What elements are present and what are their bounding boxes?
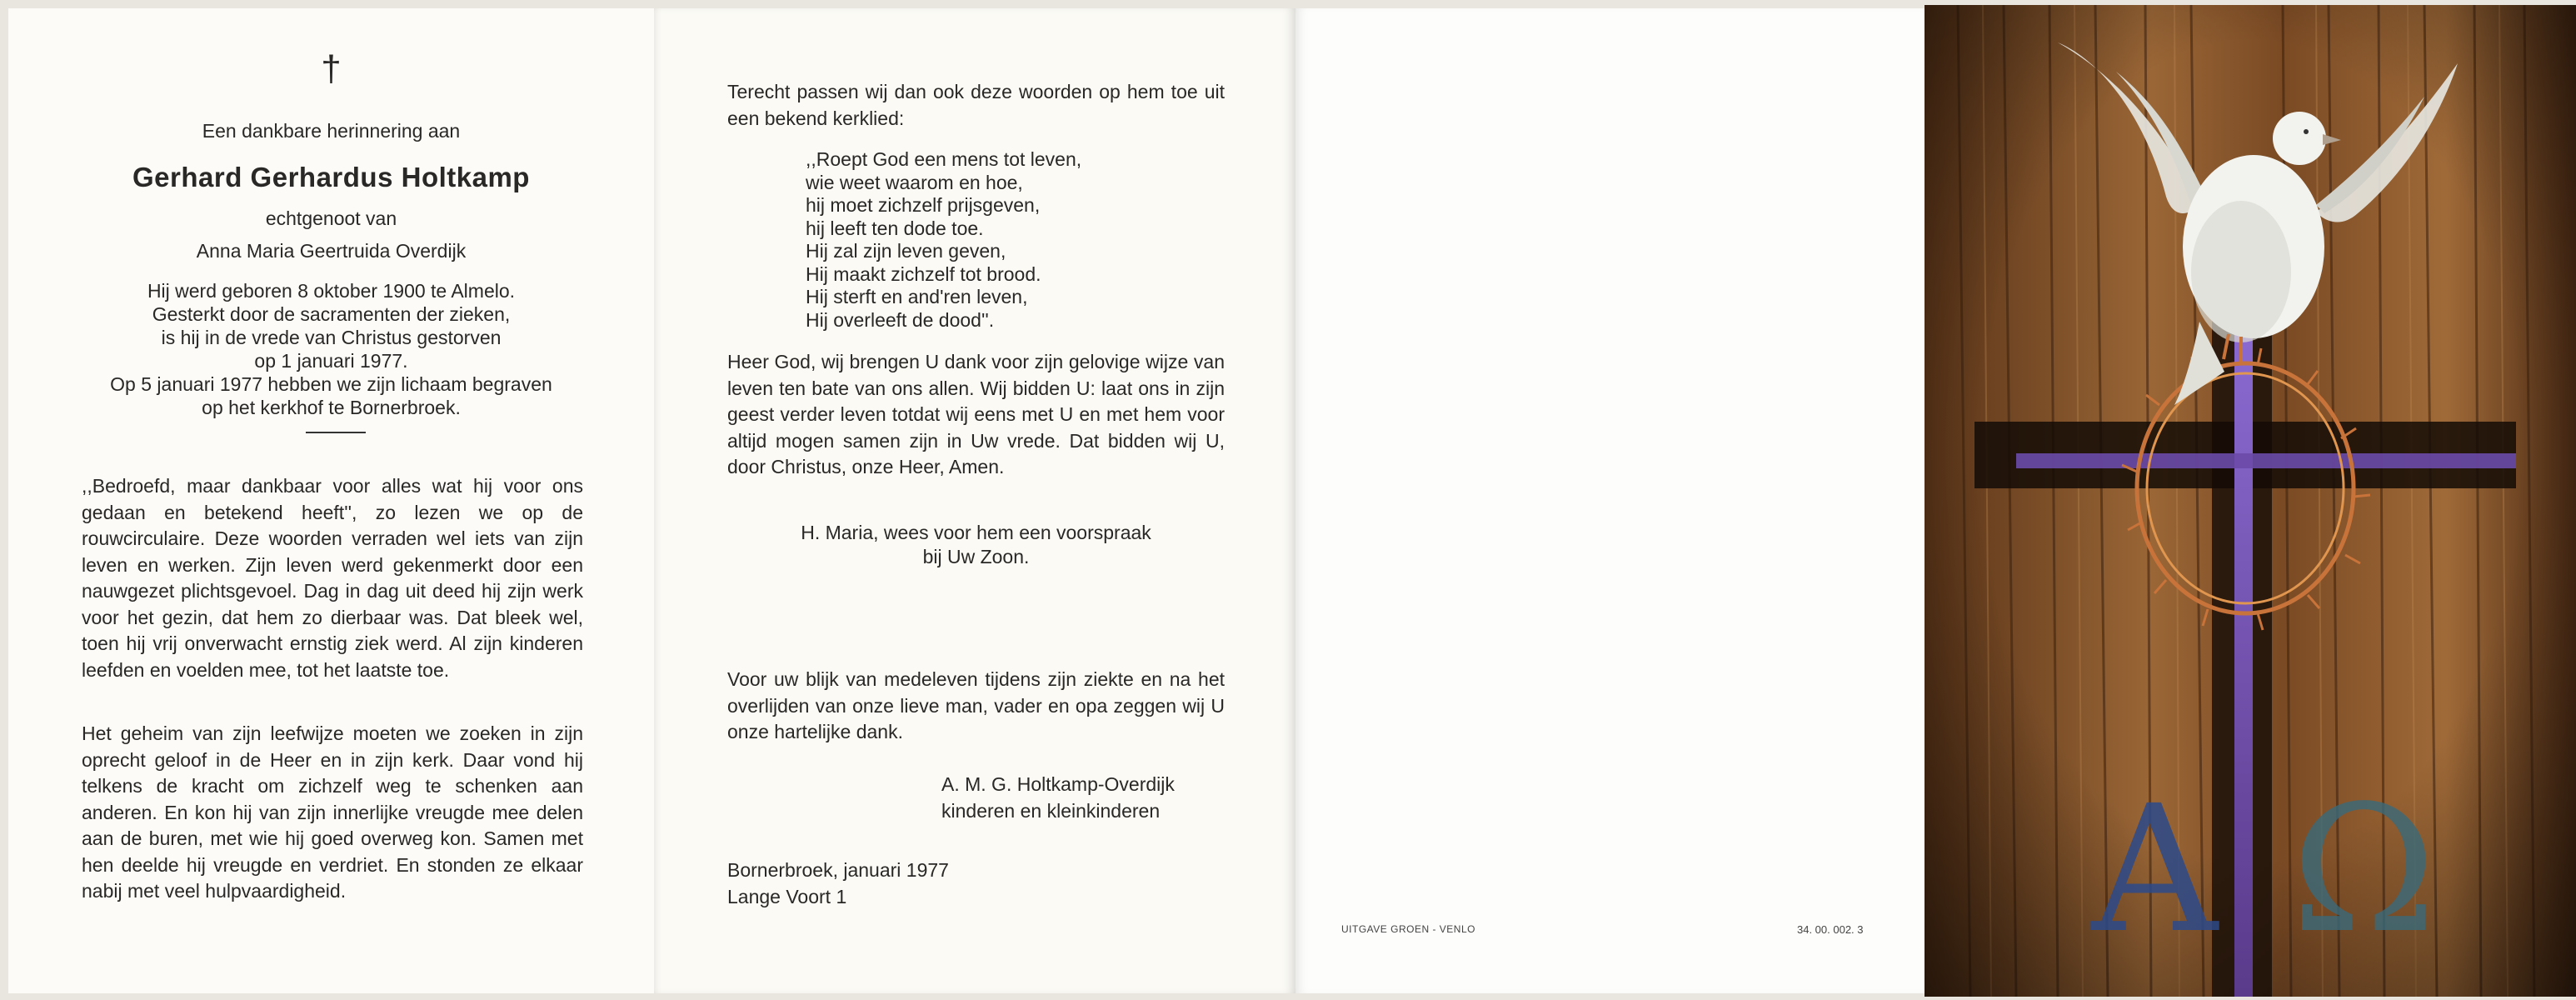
card-back-page xyxy=(1295,8,1925,993)
invocation-line: H. Maria, wees voor hem een voorspraak xyxy=(801,522,1151,543)
family-signature xyxy=(941,771,1175,824)
verse-line: Hij maakt zichzelf tot brood. xyxy=(806,262,1041,285)
bio-line: op het kerkhof te Bornerbroek. xyxy=(202,397,461,418)
hymn-verse xyxy=(806,148,1081,332)
prayer-paragraph: Heer God, wij brengen U dank voor zijn gelovige wijze van leven ten bate van ons allen. Wij bidden U: laat ons in zijn geest verder leven totdat wij eens met U en met hem voor altijd mogen samen zijn in Uw vrede. Dat bidden wij U, door Christus, onze Heer, Amen. xyxy=(727,351,1225,478)
card-cover-artwork xyxy=(1925,5,2576,997)
address-line: Lange Voort 1 xyxy=(727,886,847,908)
thanks-paragraph: Voor uw blijk van medeleven tijdens zijn ziekte en na het overlijden van onze lieve man, vader en opa zeggen wij U onze hartelijke dank. xyxy=(727,668,1225,742)
biography-block xyxy=(8,279,654,419)
verse-line: wie weet waarom en hoe, xyxy=(806,171,1023,193)
bio-line: Hij werd geboren 8 oktober 1900 te Almelo. xyxy=(147,280,516,302)
place-line: Bornerbroek, januari 1977 xyxy=(727,859,949,881)
bio-line: Gesterkt door de sacramenten der zieken, xyxy=(152,303,511,325)
cross-icon xyxy=(2234,330,2253,997)
maria-invocation xyxy=(727,521,1225,569)
place-and-date xyxy=(727,857,949,910)
verse-line: Hij overleeft de dood''. xyxy=(806,308,995,331)
omega-letter: Ω xyxy=(2291,768,2437,972)
spouse-name: Anna Maria Geertruida Overdijk xyxy=(196,240,467,262)
alpha-letter: A xyxy=(2091,768,2218,972)
verse-line: hij leeft ten dode toe. xyxy=(806,217,984,239)
signature-line: A. M. G. Holtkamp-Overdijk xyxy=(941,773,1175,795)
bio-line: op 1 januari 1977. xyxy=(254,350,408,372)
cross-symbol: † xyxy=(321,48,342,89)
spouse-label: echtgenoot van xyxy=(265,208,397,229)
bio-line: Op 5 januari 1977 hebben we zijn lichaam begraven xyxy=(110,373,552,395)
verse-line: hij moet zichzelf prijsgeven, xyxy=(806,194,1041,216)
catalog-number: 34. 00. 002. 3 xyxy=(1797,923,1864,936)
cover-painting xyxy=(1925,5,2576,997)
intro-line: Een dankbare herinnering aan xyxy=(202,120,461,142)
bio-line: is hij in de vrede van Christus gestorven xyxy=(161,327,502,348)
section-divider xyxy=(306,432,366,433)
invocation-line: bij Uw Zoon. xyxy=(922,546,1030,568)
signature-line: kinderen en kleinkinderen xyxy=(941,800,1161,822)
verse-line: ,,Roept God een mens tot leven, xyxy=(806,148,1082,170)
hymn-intro: Terecht passen wij dan ook deze woorden op hem toe uit een bekend kerklied: xyxy=(727,81,1225,129)
verse-line: Hij zal zijn leven geven, xyxy=(806,240,1006,262)
publisher-imprint: UITGAVE GROEN - VENLO xyxy=(1341,923,1475,935)
tribute-paragraph-2: Het geheim van zijn leefwijze moeten we zoeken in zijn oprecht geloof in de Heer en in zijn kerk. Daar vond hij telkens de kracht om zichzelf weg te schenken aan anderen. En kon hij van zijn innerlijke vreugde mee delen aan de buren, met wie hij goed overweg kon. Samen met hen deelde hij vreugde en verdriet. En stonden ze elkaar nabij met veel hulpvaardigheid. xyxy=(82,722,583,902)
tribute-paragraph-1: ,,Bedroefd, maar dankbaar voor alles wat hij voor ons gedaan en betekend heeft'', zo lezen we op de rouwcirculaire. Deze woorden verraden wel iets van zijn leven en werken. Zijn leven werd gekenmerkt door een nauwgezet plichtsgevoel. Dag in dag uit deed hij zijn werk voor het gezin, dat hem zo dierbaar was. Dat bleek wel, toen hij vrij onverwacht ernstig ziek werd. Al zijn kinderen leefden en voelden mee, tot het laatste toe. xyxy=(82,475,583,681)
deceased-name: Gerhard Gerhardus Holtkamp xyxy=(132,162,530,192)
verse-line: Hij sterft en and'ren leven, xyxy=(806,286,1028,308)
